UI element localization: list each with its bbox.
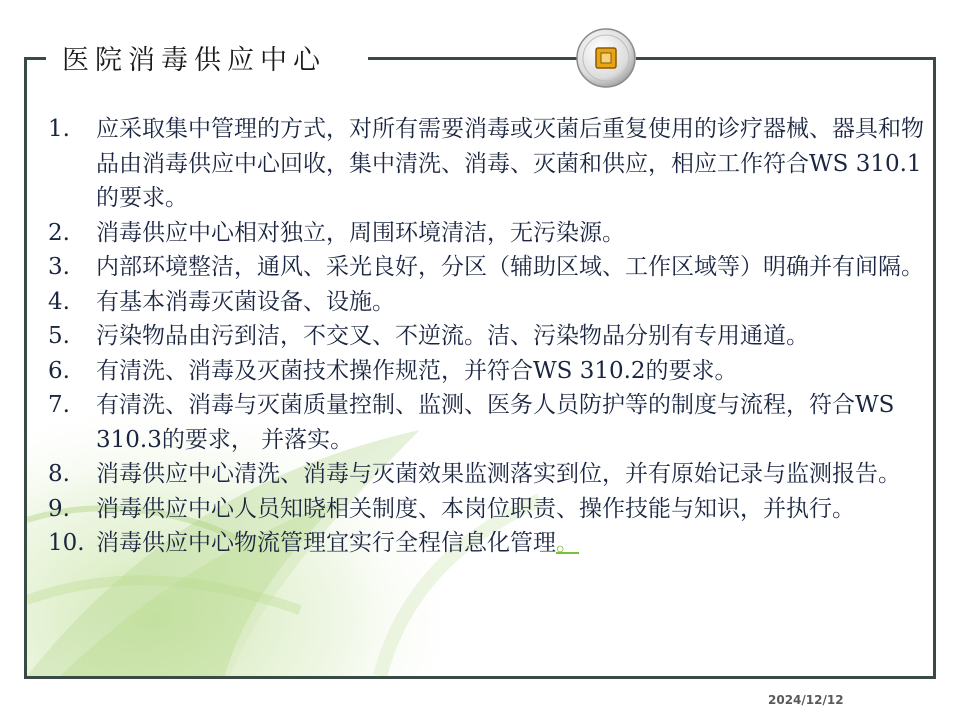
item-text: 污染物品由污到洁，不交叉、不逆流。洁、污染物品分别有专用通道。	[96, 323, 809, 349]
list-item	[48, 112, 928, 216]
item-number: 7.	[48, 392, 70, 418]
item-number: 2.	[48, 219, 70, 246]
list-item	[48, 388, 928, 457]
item-number: 4.	[48, 288, 70, 315]
item-text: 有基本消毒灭菌设备、设施。	[96, 288, 395, 315]
list-item	[48, 319, 928, 354]
frame-top-line	[24, 57, 46, 60]
item-text: 消毒供应中心清洗、消毒与灭菌效果监测落实到位，并有原始记录与监测报告。	[96, 461, 901, 487]
item-text	[96, 526, 928, 561]
list-item	[48, 526, 928, 561]
frame-corner	[24, 57, 27, 67]
frame-top-line	[636, 57, 936, 60]
requirements-list	[48, 112, 928, 561]
slide-title: 医院消毒供应中心	[62, 45, 326, 76]
item-text: 内部环境整洁，通风、采光良好，分区（辅助区域、工作区域等）明确并有间隔。	[96, 254, 924, 280]
item-text: 应采取集中管理的方式，对所有需要消毒或灭菌后重复使用的诊疗器械、器具和物品由消毒供应中心回收，集中清洗、消毒、灭菌和供应，相应工作符合WS 310.1的要求。	[96, 116, 924, 211]
item-number: 1.	[48, 116, 70, 142]
item-text: 消毒供应中心人员知晓相关制度、本岗位职责、操作技能与知识，并执行。	[96, 495, 855, 522]
item-number: 3.	[48, 254, 70, 280]
list-item	[48, 285, 928, 320]
item-number: 9.	[48, 495, 70, 522]
slide-date: 2024/12/12	[768, 693, 844, 707]
list-item	[48, 216, 928, 251]
item-text: 有清洗、消毒及灭菌技术操作规范，并符合WS 310.2的要求。	[96, 357, 738, 384]
emblem-icon	[575, 27, 637, 89]
item-number: 6.	[48, 357, 70, 384]
item-text: 消毒供应中心相对独立，周围环境清洁，无污染源。	[96, 219, 625, 246]
hyperlink-period[interactable]: 。	[556, 530, 579, 556]
list-item	[48, 457, 928, 492]
list-item	[48, 492, 928, 527]
item-text-body: 消毒供应中心物流管理宜实行全程信息化管理	[96, 530, 556, 556]
item-number: 5.	[48, 323, 70, 349]
item-number: 8.	[48, 461, 70, 487]
item-number: 10.	[48, 530, 85, 556]
frame-top-line	[368, 57, 578, 60]
item-text: 有清洗、消毒与灭菌质量控制、监测、医务人员防护等的制度与流程，符合WS 310.3的要求， 并落实。	[96, 392, 895, 453]
list-item	[48, 250, 928, 285]
list-item	[48, 354, 928, 389]
frame-corner	[933, 57, 936, 67]
